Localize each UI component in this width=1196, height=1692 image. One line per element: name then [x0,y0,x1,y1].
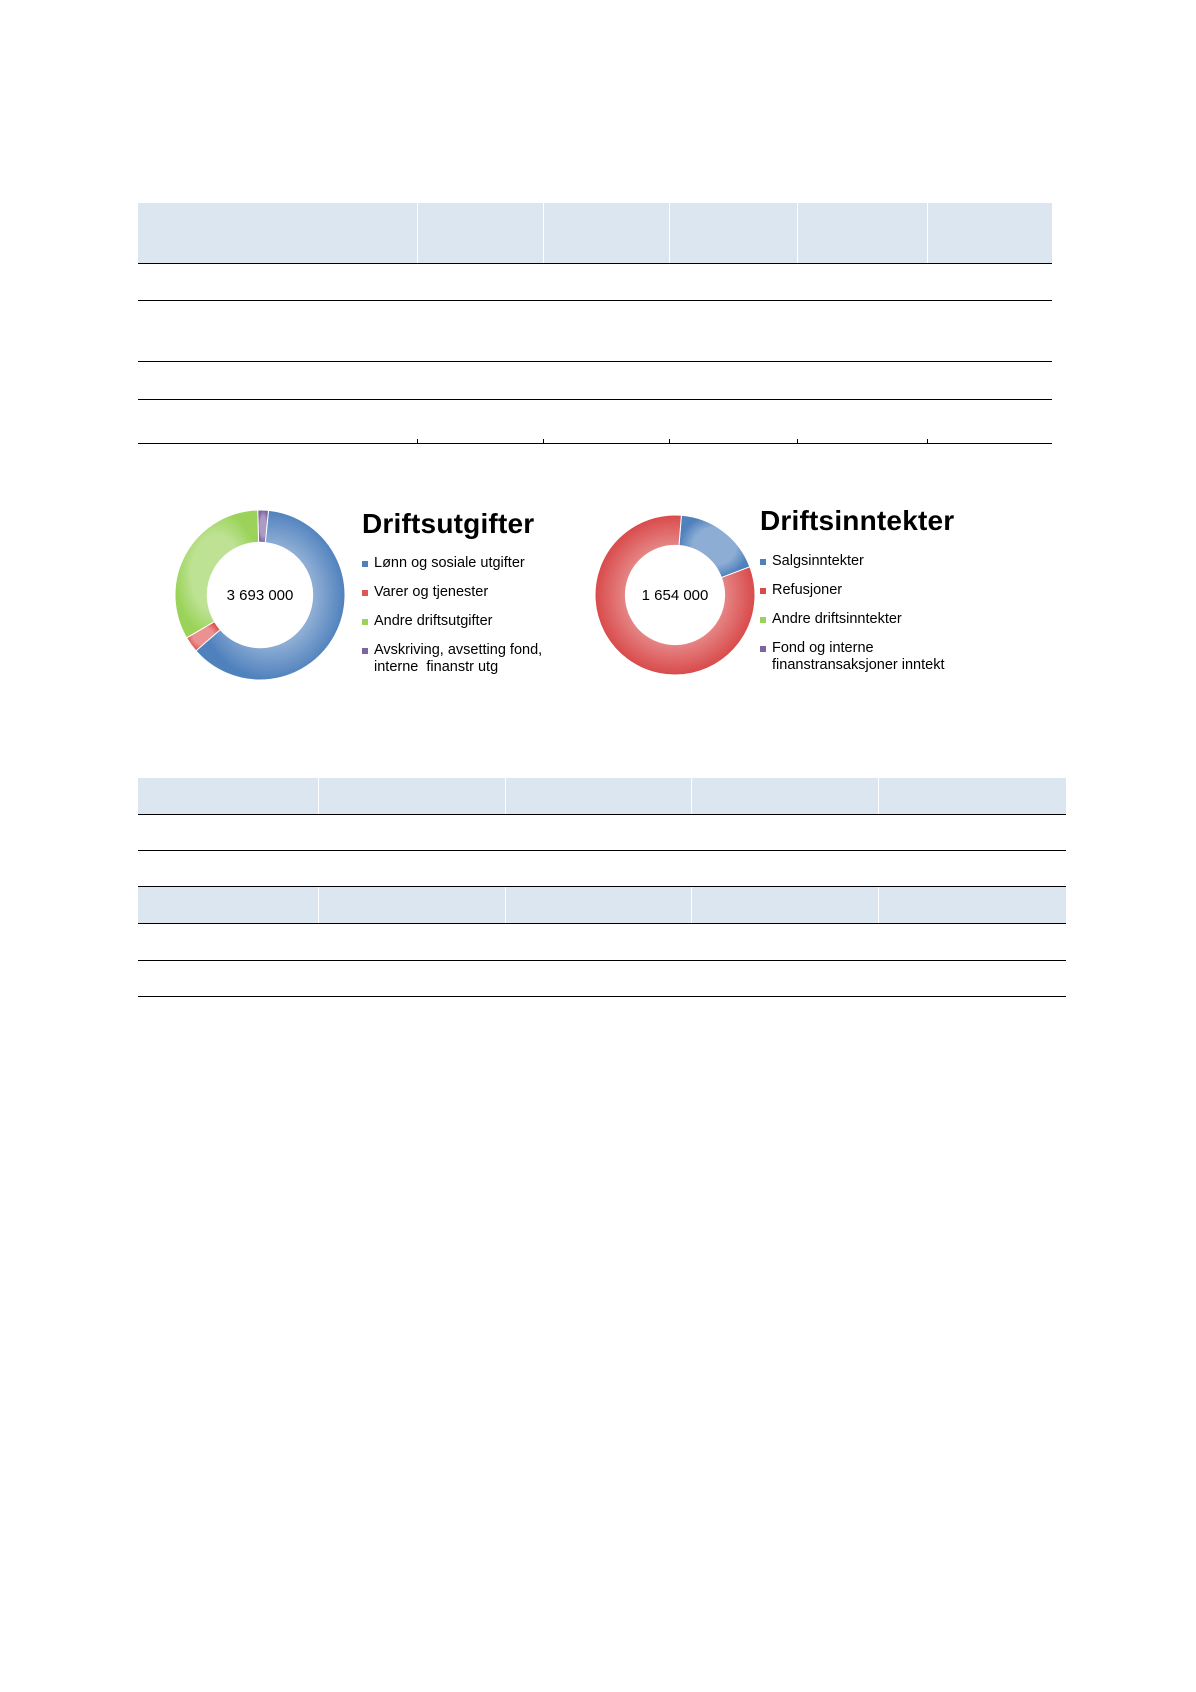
legend-item [362,555,562,572]
driftsinntekter-total: 1 654 000 [641,587,709,604]
table-top [138,203,1052,445]
donut-slice-salgsinntekter [679,515,750,577]
legend-label: Lønn og sosiale utgifter [374,555,525,571]
legend-item [362,584,562,601]
driftsinntekter-chart [590,500,1010,690]
driftsutgifter-legend [362,555,562,688]
table-bottom-rule [138,923,1066,924]
table-top-header [138,203,1052,263]
table-bottom-rule [138,960,1066,961]
table-top-rule [138,361,1052,362]
table-top-rule [138,263,1052,264]
legend-swatch [362,648,368,654]
legend-swatch [362,590,368,596]
legend-swatch [760,559,766,565]
table-bottom-rule [138,996,1066,997]
driftsinntekter-legend [760,553,1000,686]
driftsutgifter-total: 3 693 000 [226,587,294,604]
table-bottom-rule [138,886,1066,887]
driftsutgifter-title: Driftsutgifter [362,508,535,539]
legend-label: Refusjoner [772,582,843,598]
legend-label: Andre driftsutgifter [374,613,493,629]
table-bottom-rule [138,814,1066,815]
legend-label: Fond og interne finanstransaksjoner inntekt [772,640,945,673]
legend-item [362,642,562,676]
table-bottom [138,778,1066,1000]
legend-label: Andre driftsinntekter [772,611,902,627]
legend-label: Varer og tjenester [374,584,489,600]
legend-swatch [362,619,368,625]
table-top-rule [138,399,1052,400]
legend-item [760,553,1000,570]
table-bottom-subheader [138,887,1066,923]
table-top-rule [138,443,1052,444]
legend-item [760,582,1000,599]
legend-item [362,613,562,630]
legend-label: Salgsinntekter [772,553,864,569]
legend-swatch [760,646,766,652]
legend-swatch [362,561,368,567]
table-bottom-header [138,778,1066,814]
donut-slice-andre-driftsutgifter [175,510,259,638]
driftsutgifter-chart [170,500,570,690]
legend-label: Avskriving, avsetting fond, interne finanstr utg [374,642,547,675]
driftsinntekter-title: Driftsinntekter [760,505,955,536]
legend-swatch [760,617,766,623]
legend-item [760,640,1000,674]
table-top-rule [138,300,1052,301]
table-bottom-rule [138,850,1066,851]
legend-item [760,611,1000,628]
legend-swatch [760,588,766,594]
